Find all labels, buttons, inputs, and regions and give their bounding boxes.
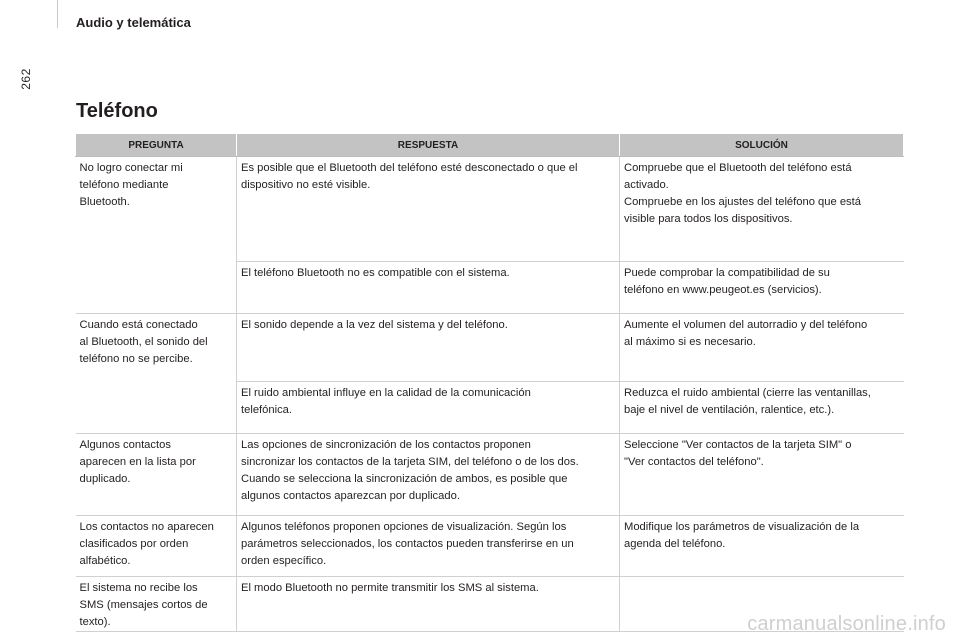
answer-cell: Es posible que el Bluetooth del teléfono esté desconectado o que el dispositivo no esté visible. <box>237 157 620 262</box>
answer-cell: El teléfono Bluetooth no es compatible con el sistema. <box>237 262 620 314</box>
table-row <box>76 314 904 382</box>
header-answer: RESPUESTA <box>237 134 620 157</box>
page-title: Teléfono <box>76 100 158 122</box>
table-row <box>76 434 904 516</box>
solution-cell: Reduzca el ruido ambiental (cierre las ventanillas, baje el nivel de ventilación, ralentice, etc.). <box>620 382 904 434</box>
answer-cell: El modo Bluetooth no permite transmitir los SMS al sistema. <box>237 577 620 632</box>
question-cell: El sistema no recibe los SMS (mensajes cortos de texto). <box>76 577 237 632</box>
table-row <box>76 157 904 262</box>
troubleshooting-table <box>75 133 904 632</box>
answer-cell: Las opciones de sincronización de los contactos proponen sincronizar los contactos de la tarjeta SIM, del teléfono o de los dos. Cuando se selecciona la sincronización de ambos, es posible que algunos contactos aparezcan por duplicado. <box>237 434 620 516</box>
answer-cell: El ruido ambiental influye en la calidad de la comunicación telefónica. <box>237 382 620 434</box>
table-header-row <box>76 134 904 157</box>
section-header: Audio y telemática <box>76 15 191 30</box>
solution-cell: Seleccione "Ver contactos de la tarjeta SIM" o "Ver contactos del teléfono". <box>620 434 904 516</box>
solution-cell: Compruebe que el Bluetooth del teléfono está activado. Compruebe en los ajustes del teléfono que está visible para todos los dispositivos. <box>620 157 904 262</box>
solution-cell: Modifique los parámetros de visualización de la agenda del teléfono. <box>620 516 904 577</box>
answer-cell: El sonido depende a la vez del sistema y del teléfono. <box>237 314 620 382</box>
question-cell: Los contactos no aparecen clasificados por orden alfabético. <box>76 516 237 577</box>
page-number: 262 <box>19 68 33 90</box>
solution-cell: Puede comprobar la compatibilidad de su teléfono en www.peugeot.es (servicios). <box>620 262 904 314</box>
header-solution: SOLUCIÓN <box>620 134 904 157</box>
watermark: carmanualsonline.info <box>747 613 946 635</box>
answer-cell: Algunos teléfonos proponen opciones de visualización. Según los parámetros seleccionados, los contactos pueden transferirse en un orden específico. <box>237 516 620 577</box>
header-question: PREGUNTA <box>76 134 237 157</box>
margin-rule <box>57 0 58 28</box>
solution-cell: Aumente el volumen del autorradio y del teléfono al máximo si es necesario. <box>620 314 904 382</box>
question-cell: Cuando está conectado al Bluetooth, el sonido del teléfono no se percibe. <box>76 314 237 434</box>
question-cell: No logro conectar mi teléfono mediante Bluetooth. <box>76 157 237 314</box>
question-cell: Algunos contactos aparecen en la lista por duplicado. <box>76 434 237 516</box>
table-row <box>76 516 904 577</box>
